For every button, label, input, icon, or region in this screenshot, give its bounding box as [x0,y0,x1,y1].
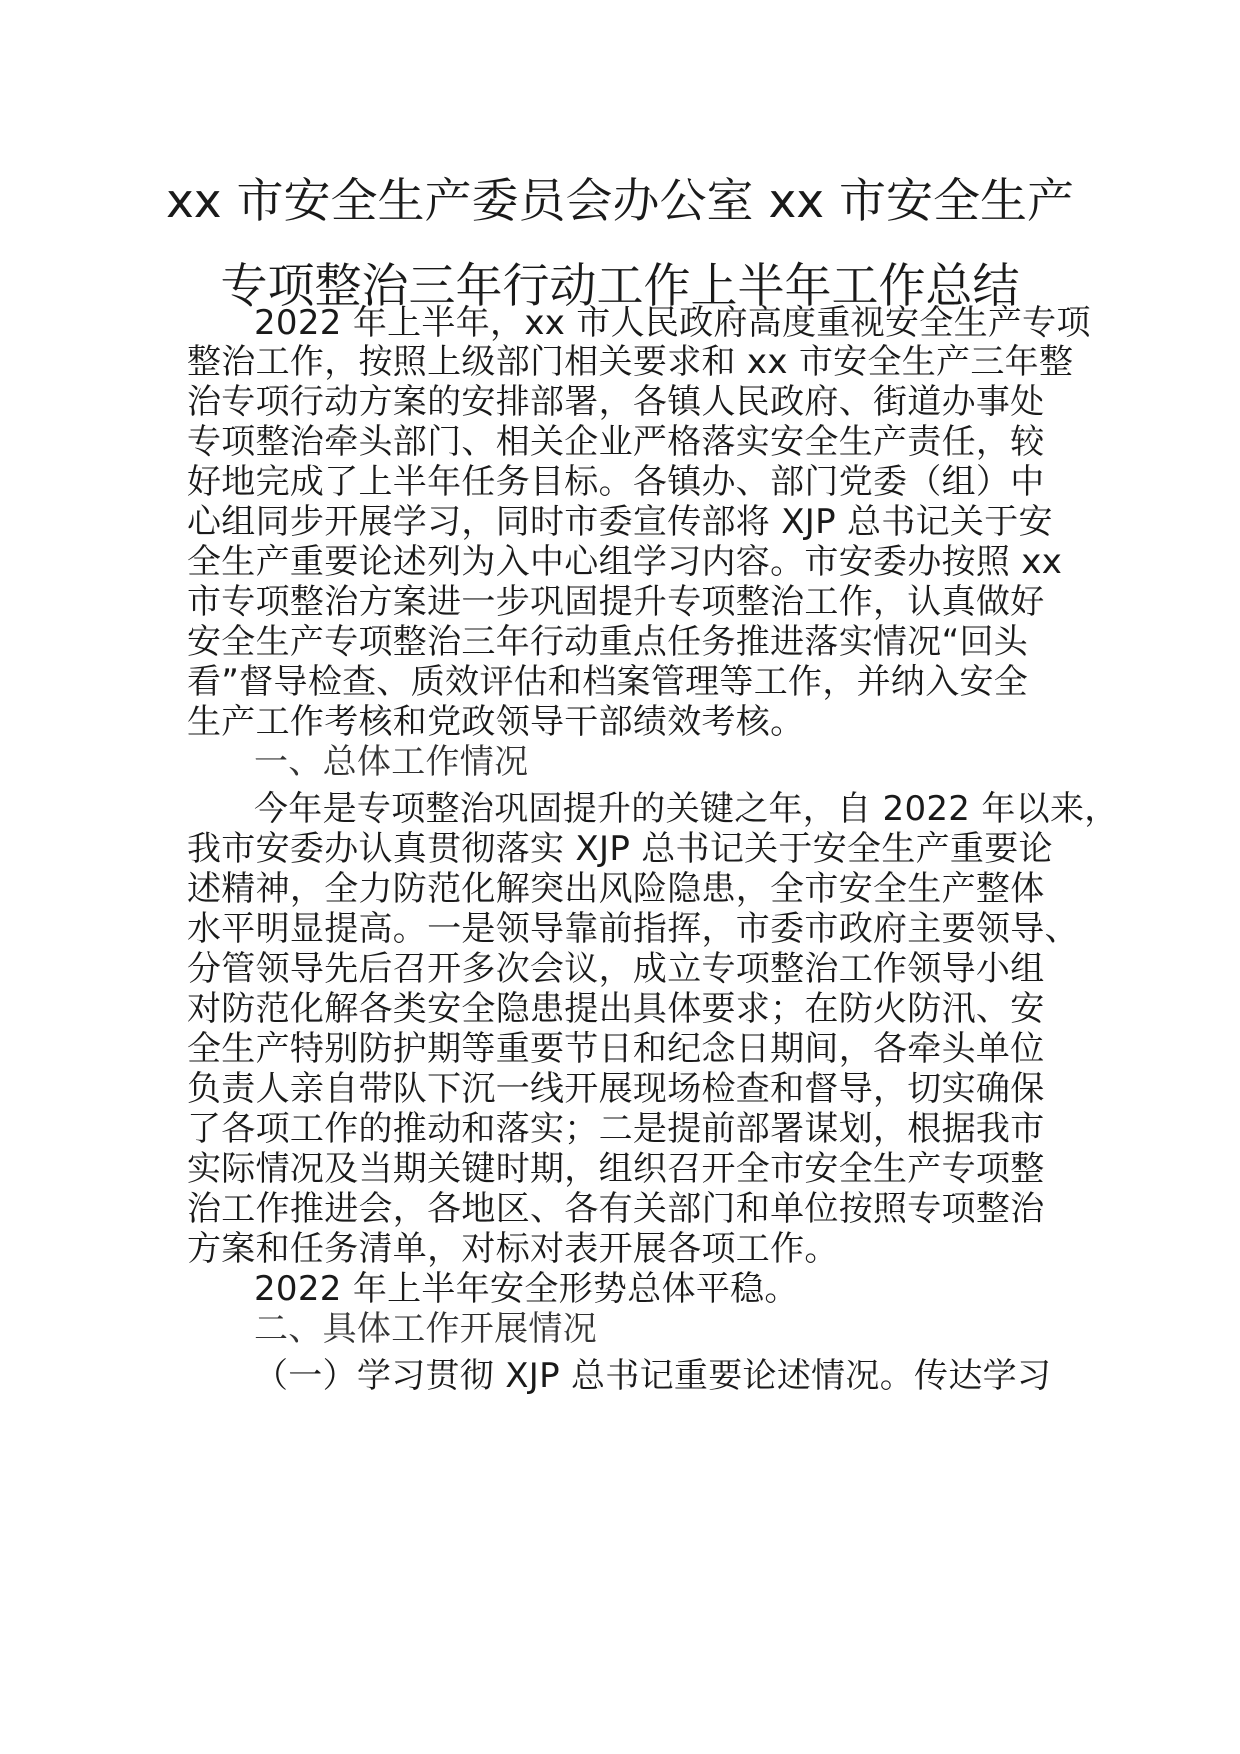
body-line: 我市安委办认真贯彻落实 XJP 总书记关于安全生产重要论 [187,829,1053,869]
body-line: 看”督导检查、质效评估和档案管理等工作，并纳入安全 [187,662,1029,702]
body-line: 专项整治牵头部门、相关企业严格落实安全生产责任，较 [187,422,1045,462]
body-line: 对防范化解各类安全隐患提出具体要求；在防火防汛、安 [187,989,1045,1029]
body-line: 市专项整治方案进一步巩固提升专项整治工作，认真做好 [187,582,1045,622]
body-line: 2022 年上半年，xx 市人民政府高度重视安全生产专项 [254,303,1091,343]
section-heading-1: 一、总体工作情况 [254,742,529,782]
body-line: 水平明显提高。一是领导靠前指挥，市委市政府主要领导、 [187,909,1079,949]
title-line-1: xx 市安全生产委员会办公室 xx 市安全生产 [165,174,1075,229]
body-line: 2022 年上半年安全形势总体平稳。 [254,1269,799,1309]
body-line: 治工作推进会，各地区、各有关部门和单位按照专项整治 [187,1189,1045,1229]
body-line: 治专项行动方案的安排部署，各镇人民政府、街道办事处 [187,382,1045,422]
body-line: 生产工作考核和党政领导干部绩效考核。 [187,702,805,742]
body-line: 述精神，全力防范化解突出风险隐患，全市安全生产整体 [187,869,1045,909]
body-line: 分管领导先后召开多次会议，成立专项整治工作领导小组 [187,949,1045,989]
body-line: 全生产重要论述列为入中心组学习内容。市安委办按照 xx [187,542,1063,582]
body-line: 全生产特别防护期等重要节日和纪念日期间，各牵头单位 [187,1029,1045,1069]
body-line: 今年是专项整治巩固提升的关键之年，自 2022 年以来， [254,789,1119,829]
body-line: 整治工作，按照上级部门相关要求和 xx 市安全生产三年整 [187,342,1074,382]
title-line-2: 专项整治三年行动工作上半年工作总结 [220,259,1020,314]
body-line: 心组同步开展学习，同时市委宣传部将 XJP 总书记关于安 [187,502,1053,542]
body-line: 实际情况及当期关键时期，组织召开全市安全生产专项整 [187,1149,1045,1189]
body-line: 安全生产专项整治三年行动重点任务推进落实情况“回头 [187,622,1029,662]
body-line: 方案和任务清单，对标对表开展各项工作。 [187,1229,839,1269]
body-line: 负责人亲自带队下沉一线开展现场检查和督导，切实确保 [187,1069,1045,1109]
body-line: 了各项工作的推动和落实；二是提前部署谋划，根据我市 [187,1109,1045,1149]
subsection-heading-1: （一）学习贯彻 XJP 总书记重要论述情况。传达学习 [254,1356,1052,1396]
body-line: 好地完成了上半年任务目标。各镇办、部门党委（组）中 [187,462,1045,502]
section-heading-2: 二、具体工作开展情况 [254,1309,597,1349]
